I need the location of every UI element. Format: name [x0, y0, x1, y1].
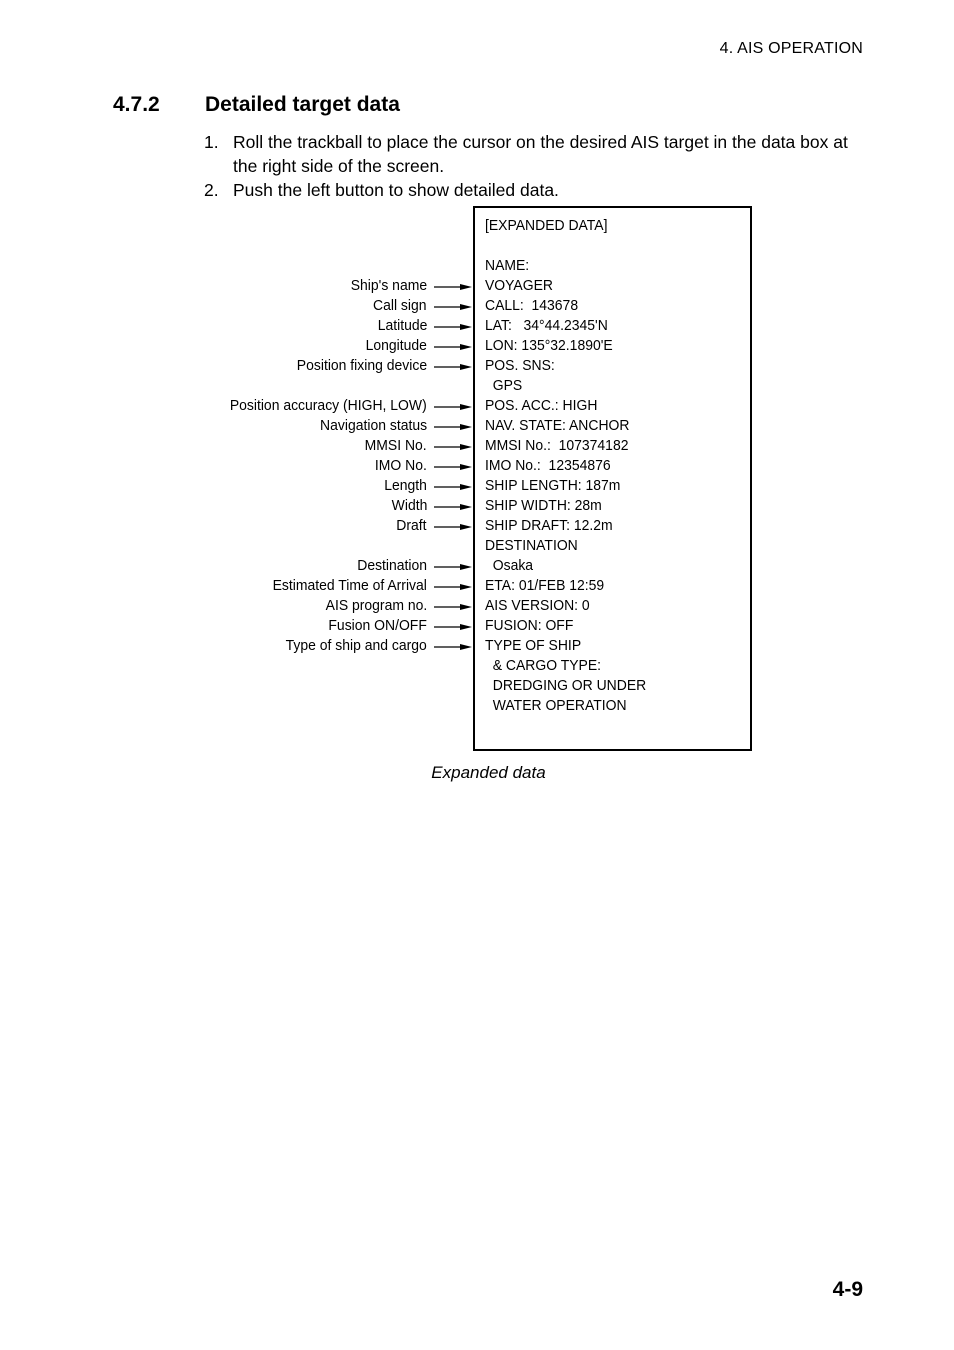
data-line: Osaka: [485, 557, 534, 574]
data-line: ETA: 01/FEB 12:59: [485, 577, 605, 594]
running-head: 4. AIS OPERATION: [719, 40, 863, 57]
data-line: SHIP WIDTH: 28m: [485, 497, 602, 514]
callout-label: MMSI No.: [364, 437, 427, 454]
step-text: Roll the trackball to place the cursor on the desired AIS target in the data box at the right side of the screen.: [233, 132, 848, 176]
data-line: IMO No.: 12354876: [485, 457, 611, 474]
arrow-icon: [434, 463, 472, 471]
data-line: FUSION: OFF: [485, 617, 574, 634]
data-line: NAME:: [485, 257, 530, 274]
figure-caption: Expanded data: [431, 763, 546, 782]
data-line: CALL: 143678: [485, 297, 579, 314]
callout-label: Position fixing device: [296, 357, 427, 374]
data-line: NAV. STATE: ANCHOR: [485, 417, 630, 434]
data-line: DESTINATION: [485, 537, 578, 554]
arrow-icon: [434, 563, 472, 571]
arrow-icon: [434, 483, 472, 491]
section-number: 4.7.2: [113, 93, 160, 116]
data-line: & CARGO TYPE:: [485, 657, 602, 674]
data-line: LAT: 34°44.2345'N: [485, 317, 608, 334]
callout-label: Longitude: [365, 337, 427, 354]
arrow-icon: [434, 523, 472, 531]
arrow-icon: [434, 403, 472, 411]
callout-label: Length: [384, 477, 427, 494]
arrow-icon: [434, 643, 472, 651]
page-number: 4-9: [832, 1278, 863, 1301]
arrow-icon: [434, 343, 472, 351]
callout-label: Position accuracy (HIGH, LOW): [230, 397, 427, 414]
callout-label: Draft: [396, 517, 427, 534]
callout-label: AIS program no.: [325, 597, 427, 614]
arrow-icon: [434, 583, 472, 591]
data-line: [EXPANDED DATA]: [485, 217, 608, 234]
step-text: Push the left button to show detailed data.: [233, 180, 559, 200]
data-line: SHIP DRAFT: 12.2m: [485, 517, 613, 534]
arrow-icon: [434, 623, 472, 631]
data-line: MMSI No.: 107374182: [485, 437, 629, 454]
step-number: 1.: [204, 132, 219, 152]
arrow-icon: [434, 603, 472, 611]
callout-label: Type of ship and cargo: [285, 637, 427, 654]
data-line: DREDGING OR UNDER: [485, 677, 647, 694]
data-line: AIS VERSION: 0: [485, 597, 590, 614]
callout-label: Ship's name: [350, 277, 427, 294]
section-title: Detailed target data: [205, 93, 400, 116]
arrow-icon: [434, 423, 472, 431]
arrow-icon: [434, 503, 472, 511]
arrow-icon: [434, 303, 472, 311]
data-line: TYPE OF SHIP: [485, 637, 582, 654]
arrow-icon: [434, 283, 472, 291]
callout-label: Fusion ON/OFF: [328, 617, 427, 634]
data-line: VOYAGER: [485, 277, 553, 294]
callout-label: Destination: [357, 557, 427, 574]
callout-label: Estimated Time of Arrival: [272, 577, 427, 594]
procedure-steps: [204, 130, 869, 202]
data-line: POS. SNS:: [485, 357, 555, 374]
arrow-icon: [434, 363, 472, 371]
arrow-icon: [434, 323, 472, 331]
data-line: POS. ACC.: HIGH: [485, 397, 598, 414]
step-1: [204, 130, 869, 178]
step-number: 2.: [204, 180, 219, 200]
callout-label: Latitude: [377, 317, 427, 334]
callout-label: Navigation status: [319, 417, 427, 434]
data-line: WATER OPERATION: [485, 697, 627, 714]
arrow-icon: [434, 443, 472, 451]
callout-label: Call sign: [373, 297, 427, 314]
callout-label: IMO No.: [375, 457, 427, 474]
callout-label: Width: [391, 497, 427, 514]
data-line: GPS: [485, 377, 523, 394]
step-2: [204, 178, 869, 202]
data-line: SHIP LENGTH: 187m: [485, 477, 621, 494]
data-line: LON: 135°32.1890'E: [485, 337, 613, 354]
